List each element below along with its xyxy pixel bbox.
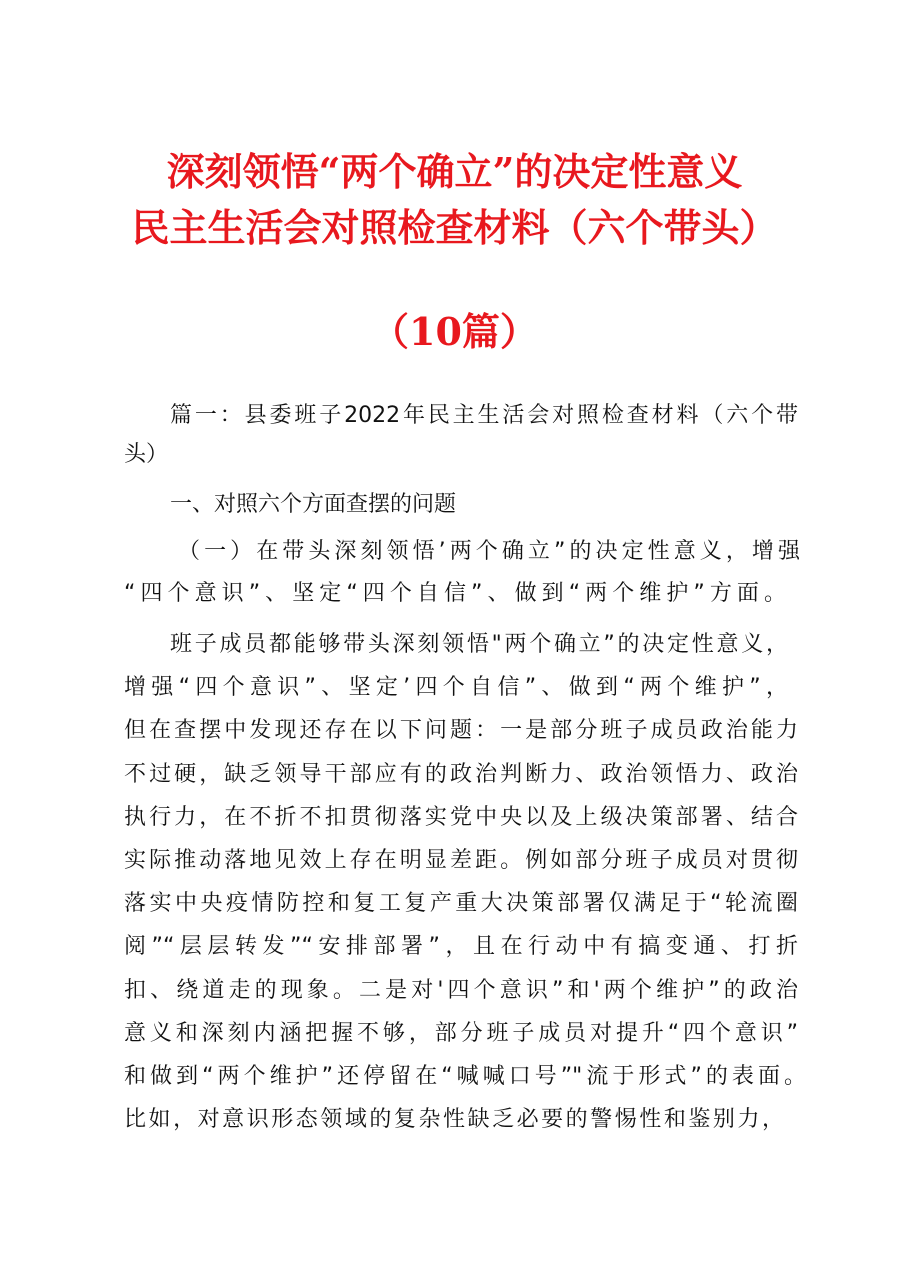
paragraph-line: 阅”“层层转发”“安排部署”，且在行动中有搞变通、打折	[124, 934, 798, 959]
article-heading-line-1: 篇一：县委班子2022年民主生活会对照检查材料（六个带	[170, 403, 798, 428]
paragraph-line: 和做到“两个维护”还停留在“喊喊口号”"流于形式”的表面。	[124, 1064, 806, 1089]
paragraph-line: 落实中央疫情防控和复工复产重大决策部署仅满足于“轮流圈	[124, 891, 798, 916]
paragraph-line: 执行力，在不折不扣贯彻落实党中央以及上级决策部署、结合	[124, 805, 798, 830]
document-title-line-2: 民主生活会对照检查材料（六个带头）	[131, 205, 778, 250]
paragraph-line: 比如，对意识形态领域的复杂性缺乏必要的警惕性和鉴别力，	[124, 1107, 784, 1132]
document-title-line-3: （10篇）	[371, 309, 538, 354]
document-title-line-1: 深刻领悟“两个确立”的决定性意义	[166, 149, 743, 194]
paragraph-line: 增强“四个意识”、坚定’四个自信”、做到“两个维护”，	[124, 675, 788, 700]
subsection-heading-line-1: （一）在带头深刻领悟’两个确立”的决定性意义，增强	[178, 539, 800, 564]
subsection-heading-line-2: “四个意识”、坚定“四个自信”、做到“两个维护”方面。	[124, 581, 786, 606]
article-heading-line-2: 头）	[124, 442, 169, 467]
section-heading: 一、对照六个方面查摆的问题	[170, 492, 457, 517]
paragraph-line: 不过硬，缺乏领导干部应有的政治判断力、政治领悟力、政治	[124, 762, 798, 787]
paragraph-line: 班子成员都能够带头深刻领悟"两个确立”的决定性意义，	[170, 632, 788, 657]
paragraph-line: 实际推动落地见效上存在明显差距。例如部分班子成员对贯彻	[124, 848, 798, 873]
paragraph-line: 扣、绕道走的现象。二是对'四个意识”和'两个维护”的政治	[124, 978, 798, 1003]
paragraph-line: 意义和深刻内涵把握不够，部分班子成员对提升“四个意识”	[124, 1021, 798, 1046]
paragraph-line: 但在查摆中发现还存在以下问题：一是部分班子成员政治能力	[124, 718, 798, 743]
